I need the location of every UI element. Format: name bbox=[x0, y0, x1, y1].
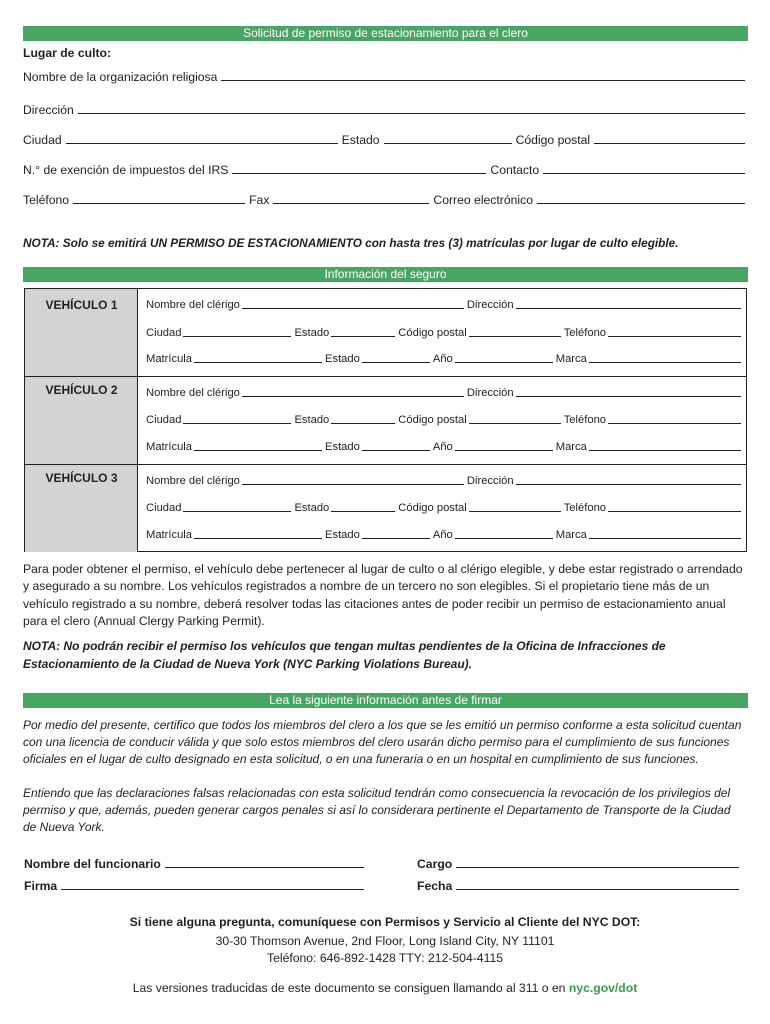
vehicle-row-2 bbox=[25, 377, 746, 464]
title-label: Cargo bbox=[417, 857, 453, 871]
vehicle-address-field[interactable] bbox=[516, 483, 741, 485]
fax-field[interactable] bbox=[273, 202, 429, 204]
vehicle-phone-field[interactable] bbox=[608, 422, 741, 424]
vehicle-city-field[interactable] bbox=[183, 510, 291, 512]
contact-heading: Si tiene alguna pregunta, comuníquese con Permisos y Servicio al Cliente del NYC DOT: bbox=[129, 915, 641, 929]
city-row bbox=[23, 133, 745, 147]
vehicle-header bbox=[25, 289, 138, 376]
vehicle-zip-label: Código postal bbox=[398, 502, 467, 514]
year-field[interactable] bbox=[455, 361, 553, 363]
vehicle-state-field[interactable] bbox=[331, 335, 395, 337]
vehicle-zip-label: Código postal bbox=[398, 327, 467, 339]
date-row bbox=[417, 879, 739, 893]
state-label: Estado bbox=[341, 133, 380, 147]
plate-field[interactable] bbox=[194, 537, 322, 539]
vehicle-phone-field[interactable] bbox=[608, 510, 741, 512]
vehicle-zip-label: Código postal bbox=[398, 414, 467, 426]
vehicle-phone-label: Teléfono bbox=[563, 327, 607, 339]
signature-row bbox=[24, 879, 364, 893]
clergy-field[interactable] bbox=[242, 483, 464, 485]
official-name-row bbox=[24, 857, 364, 871]
vehicle-label: VEHÍCULO 3 bbox=[45, 471, 118, 485]
vehicle-line bbox=[146, 353, 744, 365]
place-heading: Lugar de culto: bbox=[23, 46, 112, 60]
org-field[interactable] bbox=[221, 79, 745, 81]
vehicle-line bbox=[146, 529, 744, 541]
contact-field[interactable] bbox=[543, 172, 745, 174]
plate-state-label: Estado bbox=[325, 353, 360, 365]
eligibility-text: Para poder obtener el permiso, el vehículo debe pertenecer al lugar de culto o al clérigo elegible, y debe estar registrado o arrendado y asegurado a su nombre. Los vehículos registrados a nombre de un tercero no son elegibles. Si el propietario tiene más de un vehículo registrado a su nombre, deberá resolver todas las citaciones antes de poder recibir un permiso de estacionamiento anual para el clero (Annual Clergy Parking Permit). bbox=[23, 562, 743, 628]
org-label: Nombre de la organización religiosa bbox=[23, 70, 218, 84]
signature-field[interactable] bbox=[61, 888, 364, 890]
address-label: Dirección bbox=[23, 103, 74, 117]
official-field[interactable] bbox=[165, 866, 364, 868]
make-label: Marca bbox=[555, 529, 587, 541]
vehicle-city-field[interactable] bbox=[183, 422, 291, 424]
vehicle-phone-label: Teléfono bbox=[563, 414, 607, 426]
zip-field[interactable] bbox=[594, 142, 745, 144]
plate-field[interactable] bbox=[194, 361, 322, 363]
insurance-title: Información del seguro bbox=[324, 267, 447, 281]
vehicle-address-field[interactable] bbox=[516, 395, 741, 397]
make-field[interactable] bbox=[589, 537, 741, 539]
form-title: Solicitud de permiso de estacionamiento para el clero bbox=[243, 26, 528, 40]
org-row bbox=[23, 70, 745, 84]
vehicle-row-3 bbox=[25, 465, 746, 552]
vehicle-zip-field[interactable] bbox=[469, 335, 561, 337]
translations-text: Las versiones traducidas de este documento se consiguen llamando al 311 o en bbox=[132, 981, 566, 995]
vehicle-state-field[interactable] bbox=[331, 510, 395, 512]
irs-label: N.° de exención de impuestos del IRS bbox=[23, 163, 229, 177]
vehicle-city-label: Ciudad bbox=[146, 327, 182, 339]
vehicle-address-label: Dirección bbox=[466, 299, 514, 311]
title-field[interactable] bbox=[456, 866, 739, 868]
plate-state-label: Estado bbox=[325, 529, 360, 541]
date-label: Fecha bbox=[417, 879, 453, 893]
vehicle-address-label: Dirección bbox=[466, 475, 514, 487]
vehicle-address-field[interactable] bbox=[516, 307, 741, 309]
plate-state-field[interactable] bbox=[362, 449, 430, 451]
vehicle-line bbox=[146, 502, 744, 514]
clergy-field[interactable] bbox=[242, 395, 464, 397]
official-label: Nombre del funcionario bbox=[24, 857, 161, 871]
vehicle-state-label: Estado bbox=[294, 502, 330, 514]
make-field[interactable] bbox=[589, 361, 741, 363]
read-before-title: Lea la siguiente información antes de firmar bbox=[269, 693, 502, 707]
vehicle-row-1 bbox=[25, 289, 746, 376]
vehicle-label: VEHÍCULO 1 bbox=[45, 298, 118, 312]
make-field[interactable] bbox=[589, 449, 741, 451]
vehicle-state-label: Estado bbox=[294, 327, 330, 339]
vehicle-line bbox=[146, 299, 744, 311]
email-field[interactable] bbox=[537, 202, 745, 204]
clergy-label: Nombre del clérigo bbox=[146, 475, 240, 487]
state-field[interactable] bbox=[384, 142, 512, 144]
vehicle-zip-field[interactable] bbox=[469, 422, 561, 424]
vehicle-header bbox=[25, 465, 138, 552]
translations-line bbox=[0, 981, 770, 995]
clergy-field[interactable] bbox=[242, 307, 464, 309]
irs-row bbox=[23, 163, 745, 177]
contact-address: 30-30 Thomson Avenue, 2nd Floor, Long Island City, NY 11101 bbox=[215, 934, 555, 948]
vehicle-label: VEHÍCULO 2 bbox=[45, 383, 118, 397]
vehicle-line bbox=[146, 327, 744, 339]
contact-phones: Teléfono: 646-892-1428 TTY: 212-504-4115 bbox=[266, 951, 504, 965]
year-field[interactable] bbox=[455, 449, 553, 451]
phone-row bbox=[23, 193, 745, 207]
make-label: Marca bbox=[555, 441, 587, 453]
vehicle-phone-label: Teléfono bbox=[563, 502, 607, 514]
plate-label: Matrícula bbox=[146, 353, 193, 365]
plate-field[interactable] bbox=[194, 449, 322, 451]
nyc-dot-link[interactable]: nyc.gov/dot bbox=[568, 981, 638, 995]
title-row bbox=[417, 857, 739, 871]
vehicle-state-label: Estado bbox=[294, 414, 330, 426]
phone-field[interactable] bbox=[73, 202, 245, 204]
vehicle-address-label: Dirección bbox=[466, 387, 514, 399]
fax-label: Fax bbox=[249, 193, 270, 207]
year-field[interactable] bbox=[455, 537, 553, 539]
vehicle-line bbox=[146, 441, 744, 453]
year-label: Año bbox=[432, 529, 453, 541]
insurance-title-bar bbox=[23, 267, 748, 282]
email-label: Correo electrónico bbox=[433, 193, 533, 207]
phone-label: Teléfono bbox=[23, 193, 70, 207]
vehicle-line bbox=[146, 475, 744, 487]
vehicle-table bbox=[24, 288, 747, 552]
plate-state-field[interactable] bbox=[362, 361, 430, 363]
irs-field[interactable] bbox=[232, 172, 486, 174]
zip-label: Código postal bbox=[515, 133, 591, 147]
address-row bbox=[23, 103, 745, 117]
permit-note: NOTA: Solo se emitirá UN PERMISO DE ESTACIONAMIENTO con hasta tres (3) matrículas por lugar de culto elegible. bbox=[23, 236, 679, 250]
year-label: Año bbox=[432, 353, 453, 365]
clergy-label: Nombre del clérigo bbox=[146, 387, 240, 399]
contact-label: Contacto bbox=[490, 163, 540, 177]
vehicle-state-field[interactable] bbox=[331, 422, 395, 424]
vehicle-header bbox=[25, 377, 138, 464]
signature-label: Firma bbox=[24, 879, 58, 893]
date-field[interactable] bbox=[456, 888, 739, 890]
make-label: Marca bbox=[555, 353, 587, 365]
city-field[interactable] bbox=[66, 142, 338, 144]
vehicle-city-field[interactable] bbox=[183, 335, 291, 337]
plate-state-label: Estado bbox=[325, 441, 360, 453]
plate-label: Matrícula bbox=[146, 441, 193, 453]
vehicle-city-label: Ciudad bbox=[146, 502, 182, 514]
violations-note: NOTA: No podrán recibir el permiso los vehículos que tengan multas pendientes de la Oficina de Infracciones de Estacionamiento de la Ciudad de Nueva York (NYC Parking Violations Bureau). bbox=[23, 639, 666, 671]
certification-text: Por medio del presente, certifico que todos los miembros del clero a los que se les emitió un permiso conforme a esta solicitud cuentan con una licencia de conducir válida y que solo estos miembros del clero usarán dicho permiso para el cumplimiento de sus funciones oficiales en el lugar de culto designado en esta solicitud, o en una funeraria o en un hospital en cumplimiento de sus funciones. bbox=[23, 718, 742, 766]
plate-label: Matrícula bbox=[146, 529, 193, 541]
false-statement-text: Entiendo que las declaraciones falsas relacionadas con esta solicitud tendrán como consecuencia la revocación de los privilegios del permiso y que, además, pueden generar cargos penales si así lo considerara pertinente el Departamento de Transporte de la Ciudad de Nueva York. bbox=[23, 786, 731, 834]
vehicle-line bbox=[146, 414, 744, 426]
city-label: Ciudad bbox=[23, 133, 62, 147]
form-title-bar bbox=[23, 26, 748, 41]
year-label: Año bbox=[432, 441, 453, 453]
address-field[interactable] bbox=[78, 112, 745, 114]
read-before-bar bbox=[23, 693, 748, 708]
vehicle-line bbox=[146, 387, 744, 399]
vehicle-city-label: Ciudad bbox=[146, 414, 182, 426]
plate-state-field[interactable] bbox=[362, 537, 430, 539]
vehicle-phone-field[interactable] bbox=[608, 335, 741, 337]
vehicle-zip-field[interactable] bbox=[469, 510, 561, 512]
clergy-label: Nombre del clérigo bbox=[146, 299, 240, 311]
